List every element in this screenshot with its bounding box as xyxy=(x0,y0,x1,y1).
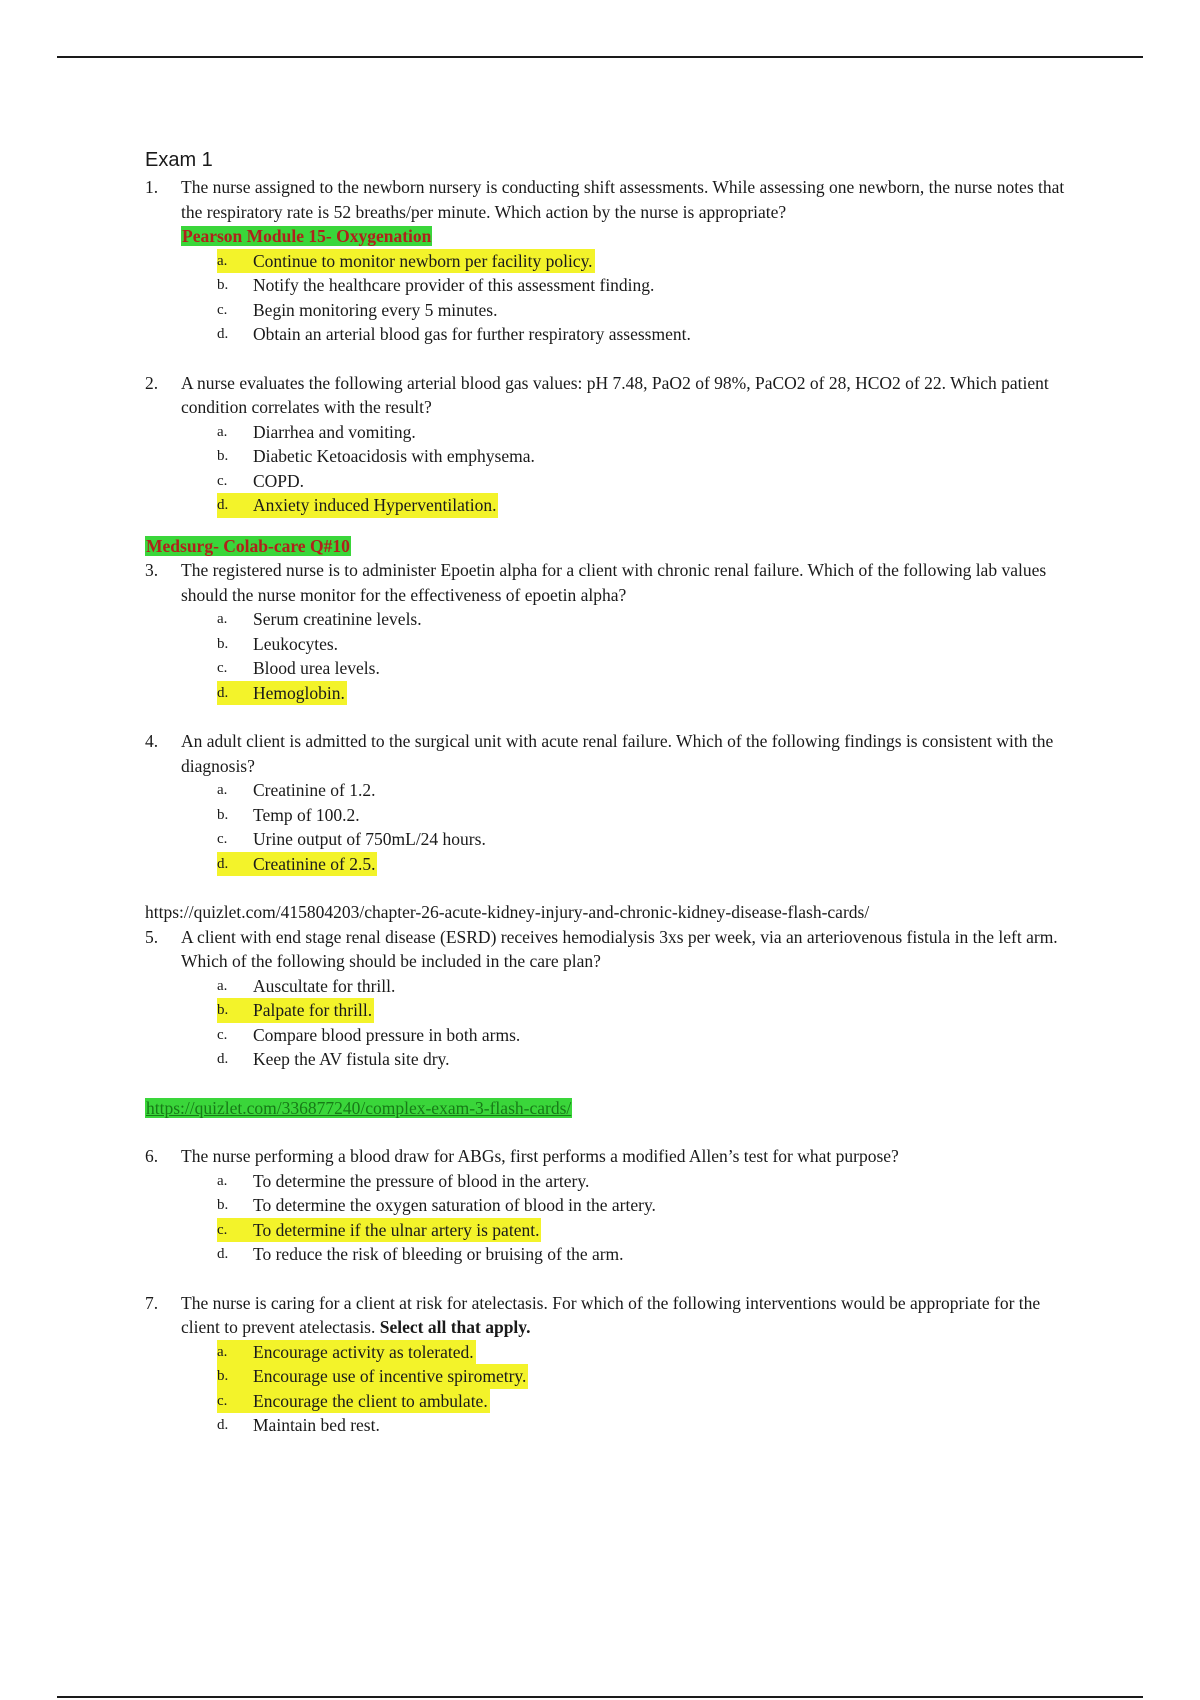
option-text: Encourage activity as tolerated. xyxy=(253,1340,476,1365)
option-b xyxy=(217,1193,1080,1218)
option-c xyxy=(217,1023,1080,1048)
option-text: Encourage use of incentive spirometry. xyxy=(253,1364,528,1389)
option-d xyxy=(217,1242,1080,1267)
option-letter: a. xyxy=(217,782,228,798)
option-b xyxy=(217,444,1080,469)
option-text: Leukocytes. xyxy=(253,633,339,654)
option-letter: d. xyxy=(217,681,253,706)
option-text: To determine the pressure of blood in the artery. xyxy=(253,1170,590,1191)
question-number: 3. xyxy=(145,560,159,580)
option-letter: b. xyxy=(217,1197,229,1213)
source-label: Medsurg- Colab-care Q#10 xyxy=(146,535,350,556)
option-text: Palpate for thrill. xyxy=(253,998,374,1023)
option-text: Temp of 100.2. xyxy=(253,804,360,825)
question-1-source xyxy=(181,224,1080,249)
question-6-options xyxy=(145,1169,1080,1267)
question-number: 7. xyxy=(145,1292,159,1313)
option-text: COPD. xyxy=(253,470,305,491)
option-d xyxy=(217,322,1080,347)
question-3-source xyxy=(145,534,1080,559)
option-letter: a. xyxy=(217,611,228,627)
question-number: 1. xyxy=(145,177,159,197)
source-label: Pearson Module 15- Oxygenation xyxy=(182,226,432,246)
option-letter: a. xyxy=(217,977,228,994)
option-b xyxy=(217,803,1080,828)
option-d xyxy=(217,1047,1080,1072)
option-text: Obtain an arterial blood gas for further respiratory assessment. xyxy=(253,324,691,344)
option-letter: b. xyxy=(217,448,229,464)
option-text: Creatinine of 2.5. xyxy=(253,852,377,877)
option-text: Diarrhea and vomiting. xyxy=(253,421,416,442)
option-letter: a. xyxy=(217,1172,228,1189)
option-letter: b. xyxy=(217,277,229,293)
option-letter: d. xyxy=(217,493,253,518)
option-c xyxy=(217,656,1080,681)
footer-rule xyxy=(57,1696,1143,1698)
option-text: Begin monitoring every 5 minutes. xyxy=(253,299,498,320)
option-letter: c. xyxy=(217,472,228,489)
option-letter: b. xyxy=(217,806,229,823)
option-c xyxy=(217,1389,1080,1414)
option-a xyxy=(217,1340,1080,1365)
option-letter: c. xyxy=(217,831,228,847)
question-1 xyxy=(145,175,1080,224)
option-letter: c. xyxy=(217,1389,253,1414)
question-text: A client with end stage renal disease (ESRD) receives hemodialysis 3xs per week, via an arteriovenous fistula in the left arm. Which of the following should be included in the care plan? xyxy=(181,926,1058,971)
question-text: An adult client is admitted to the surgical unit with acute renal failure. Which of the following findings is consistent with the diagnosis? xyxy=(181,731,1054,776)
option-a xyxy=(217,1169,1080,1194)
option-b xyxy=(217,1364,1080,1389)
option-c xyxy=(217,298,1080,323)
question-1-options xyxy=(145,249,1080,347)
option-d xyxy=(217,493,1080,518)
option-text: Compare blood pressure in both arms. xyxy=(253,1024,521,1045)
option-text: Hemoglobin. xyxy=(253,681,347,706)
exam-document xyxy=(145,145,1080,1438)
option-c xyxy=(217,827,1080,852)
question-text: The nurse is caring for a client at risk for atelectasis. For which of the following interventions would be appropriate for the client to prevent atelectasis. xyxy=(181,1292,1041,1337)
select-all-note: Select all that apply. xyxy=(379,1317,531,1337)
option-letter: a. xyxy=(217,249,253,274)
question-5-options xyxy=(145,974,1080,1072)
exam-title: Exam 1 xyxy=(145,149,213,171)
option-letter: c. xyxy=(217,660,228,676)
option-a xyxy=(217,607,1080,632)
option-text: To determine if the ulnar artery is patent. xyxy=(253,1218,541,1243)
option-letter: c. xyxy=(217,1218,253,1243)
question-text: The registered nurse is to administer Epoetin alpha for a client with chronic renal failure. Which of the following lab values should the nurse monitor for the effectiveness of epoetin alpha? xyxy=(181,560,1047,605)
option-letter: d. xyxy=(217,326,229,342)
option-text: Keep the AV fistula site dry. xyxy=(253,1049,450,1069)
option-letter: b. xyxy=(217,635,229,652)
question-7 xyxy=(145,1291,1080,1340)
option-letter: c. xyxy=(217,301,228,318)
option-text: Auscultate for thrill. xyxy=(253,975,396,996)
option-b xyxy=(217,273,1080,298)
option-text: Notify the healthcare provider of this assessment finding. xyxy=(253,275,655,295)
option-text: To determine the oxygen saturation of blood in the artery. xyxy=(253,1195,656,1215)
question-text-wrap xyxy=(181,1291,1080,1340)
option-text: Urine output of 750mL/24 hours. xyxy=(253,829,486,849)
question-5 xyxy=(145,925,1080,974)
option-d xyxy=(217,681,1080,706)
question-5-source-url: https://quizlet.com/415804203/chapter-26-acute-kidney-injury-and-chronic-kidney-disease-flash-cards/ xyxy=(145,902,870,922)
option-text: Encourage the client to ambulate. xyxy=(253,1389,490,1414)
option-letter: d. xyxy=(217,852,253,877)
option-text: Diabetic Ketoacidosis with emphysema. xyxy=(253,446,535,466)
option-letter: d. xyxy=(217,1417,229,1433)
question-2-options xyxy=(145,420,1080,518)
option-letter: d. xyxy=(217,1246,229,1262)
option-letter: c. xyxy=(217,1026,228,1043)
question-number: 4. xyxy=(145,731,159,751)
option-text: Continue to monitor newborn per facility policy. xyxy=(253,249,595,274)
question-4-options xyxy=(145,778,1080,876)
option-text: Anxiety induced Hyperventilation. xyxy=(253,493,498,518)
question-2 xyxy=(145,371,1080,420)
option-text: To reduce the risk of bleeding or bruising of the arm. xyxy=(253,1244,624,1264)
option-a xyxy=(217,974,1080,999)
option-letter: a. xyxy=(217,423,228,440)
option-letter: b. xyxy=(217,1364,253,1389)
question-4 xyxy=(145,729,1080,778)
question-text: The nurse assigned to the newborn nursery is conducting shift assessments. While assessing one newborn, the nurse notes that the respiratory rate is 52 breaths/per minute. Which action by the nurse is appropriate? xyxy=(181,177,1065,222)
option-b xyxy=(217,632,1080,657)
option-b xyxy=(217,998,1080,1023)
question-3-options xyxy=(145,607,1080,705)
question-7-options xyxy=(145,1340,1080,1438)
header-rule xyxy=(57,56,1143,58)
option-letter: a. xyxy=(217,1340,253,1365)
option-a xyxy=(217,420,1080,445)
option-text: Creatinine of 1.2. xyxy=(253,780,376,800)
option-letter: d. xyxy=(217,1051,229,1067)
option-a xyxy=(217,249,1080,274)
option-letter: b. xyxy=(217,998,253,1023)
option-text: Maintain bed rest. xyxy=(253,1415,380,1435)
question-3 xyxy=(145,558,1080,607)
question-6 xyxy=(145,1144,1080,1169)
option-text: Blood urea levels. xyxy=(253,658,380,678)
option-d xyxy=(217,1413,1080,1438)
question-number: 6. xyxy=(145,1146,159,1166)
option-text: Serum creatinine levels. xyxy=(253,609,422,629)
question-number: 5. xyxy=(145,926,159,947)
question-text: The nurse performing a blood draw for ABGs, first performs a modified Allen’s test for what purpose? xyxy=(181,1146,899,1166)
question-number: 2. xyxy=(145,372,159,393)
option-c xyxy=(217,1218,1080,1243)
option-d xyxy=(217,852,1080,877)
option-c xyxy=(217,469,1080,494)
question-text: A nurse evaluates the following arterial blood gas values: pH 7.48, PaO2 of 98%, PaCO2 of 28, HCO2 of 22. Which patient condition correlates with the result? xyxy=(181,372,1049,417)
question-6-source[interactable] xyxy=(145,1096,1080,1121)
option-a xyxy=(217,778,1080,803)
source-link[interactable]: https://quizlet.com/336877240/complex-exam-3-flash-cards/ xyxy=(146,1097,572,1118)
